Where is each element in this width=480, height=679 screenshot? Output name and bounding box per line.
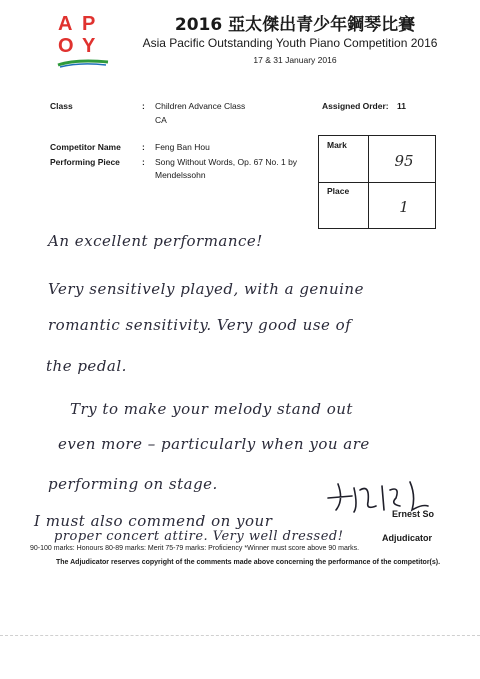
piece-colon: : bbox=[142, 157, 145, 167]
markbox-divider bbox=[368, 136, 369, 228]
adjudicator-title: Adjudicator bbox=[382, 533, 433, 543]
competition-dates: 17 & 31 January 2016 bbox=[253, 55, 337, 65]
title-english: Asia Pacific Outstanding Youth Piano Competition 2016 bbox=[142, 36, 438, 50]
class-code: CA bbox=[155, 115, 167, 125]
adjudicator-name: Ernest So bbox=[392, 509, 435, 519]
logo-letter-o: O bbox=[58, 35, 74, 57]
assigned-order-value: 11 bbox=[397, 101, 406, 111]
copyright-notice: The Adjudicator reserves copyright of the comments made above concerning the performance of the competitor(s). bbox=[56, 559, 441, 566]
competitor-label: Competitor Name bbox=[50, 142, 121, 152]
title-chinese: 2016 亞太傑出青少年鋼琴比賽 bbox=[174, 15, 416, 35]
mark-label: Mark bbox=[327, 140, 347, 150]
mark-value: 95 bbox=[394, 152, 414, 170]
mark-place-box bbox=[318, 135, 436, 229]
logo-letter-p: P bbox=[82, 13, 96, 35]
class-colon: : bbox=[142, 101, 145, 111]
piece-value: Song Without Words, Op. 67 No. 1 by bbox=[155, 157, 298, 167]
piece-composer: Mendelssohn bbox=[155, 170, 206, 180]
page-bottom-rule bbox=[0, 635, 480, 637]
comment-line-2: Very sensitively played, with a genuine bbox=[48, 280, 364, 298]
place-label: Place bbox=[327, 186, 350, 196]
competitor-colon: : bbox=[142, 142, 145, 152]
comment-line-8: I must also commend on your bbox=[34, 512, 273, 530]
comment-line-7: performing on stage. bbox=[48, 475, 218, 493]
logo-letter-y: Y bbox=[82, 35, 96, 57]
competitor-value: Feng Ban Hou bbox=[155, 142, 210, 152]
place-value: 1 bbox=[399, 198, 409, 216]
logo-swoosh-icon bbox=[56, 58, 110, 68]
class-label: Class bbox=[50, 101, 73, 111]
assigned-order-label: Assigned Order: bbox=[322, 101, 389, 111]
comment-line-3: romantic sensitivity. Very good use of bbox=[48, 316, 352, 334]
comment-line-9: proper concert attire. Very well dressed! bbox=[54, 529, 344, 544]
apoy-logo bbox=[56, 14, 110, 70]
comment-line-1: An excellent performance! bbox=[48, 232, 263, 250]
place-row bbox=[319, 182, 435, 228]
comment-line-5: Try to make your melody stand out bbox=[70, 400, 353, 418]
grading-scale: 90-100 marks: Honours 80-89 marks: Merit 75-79 marks: Proficiency *Winner must score above 90 marks. bbox=[30, 545, 360, 552]
comment-line-6: even more – particularly when you are bbox=[58, 435, 370, 453]
class-value: Children Advance Class bbox=[155, 101, 246, 111]
comment-line-4: the pedal. bbox=[46, 357, 127, 375]
piece-label: Performing Piece bbox=[50, 157, 120, 167]
mark-row bbox=[319, 136, 435, 183]
logo-letter-a: A bbox=[58, 13, 73, 35]
